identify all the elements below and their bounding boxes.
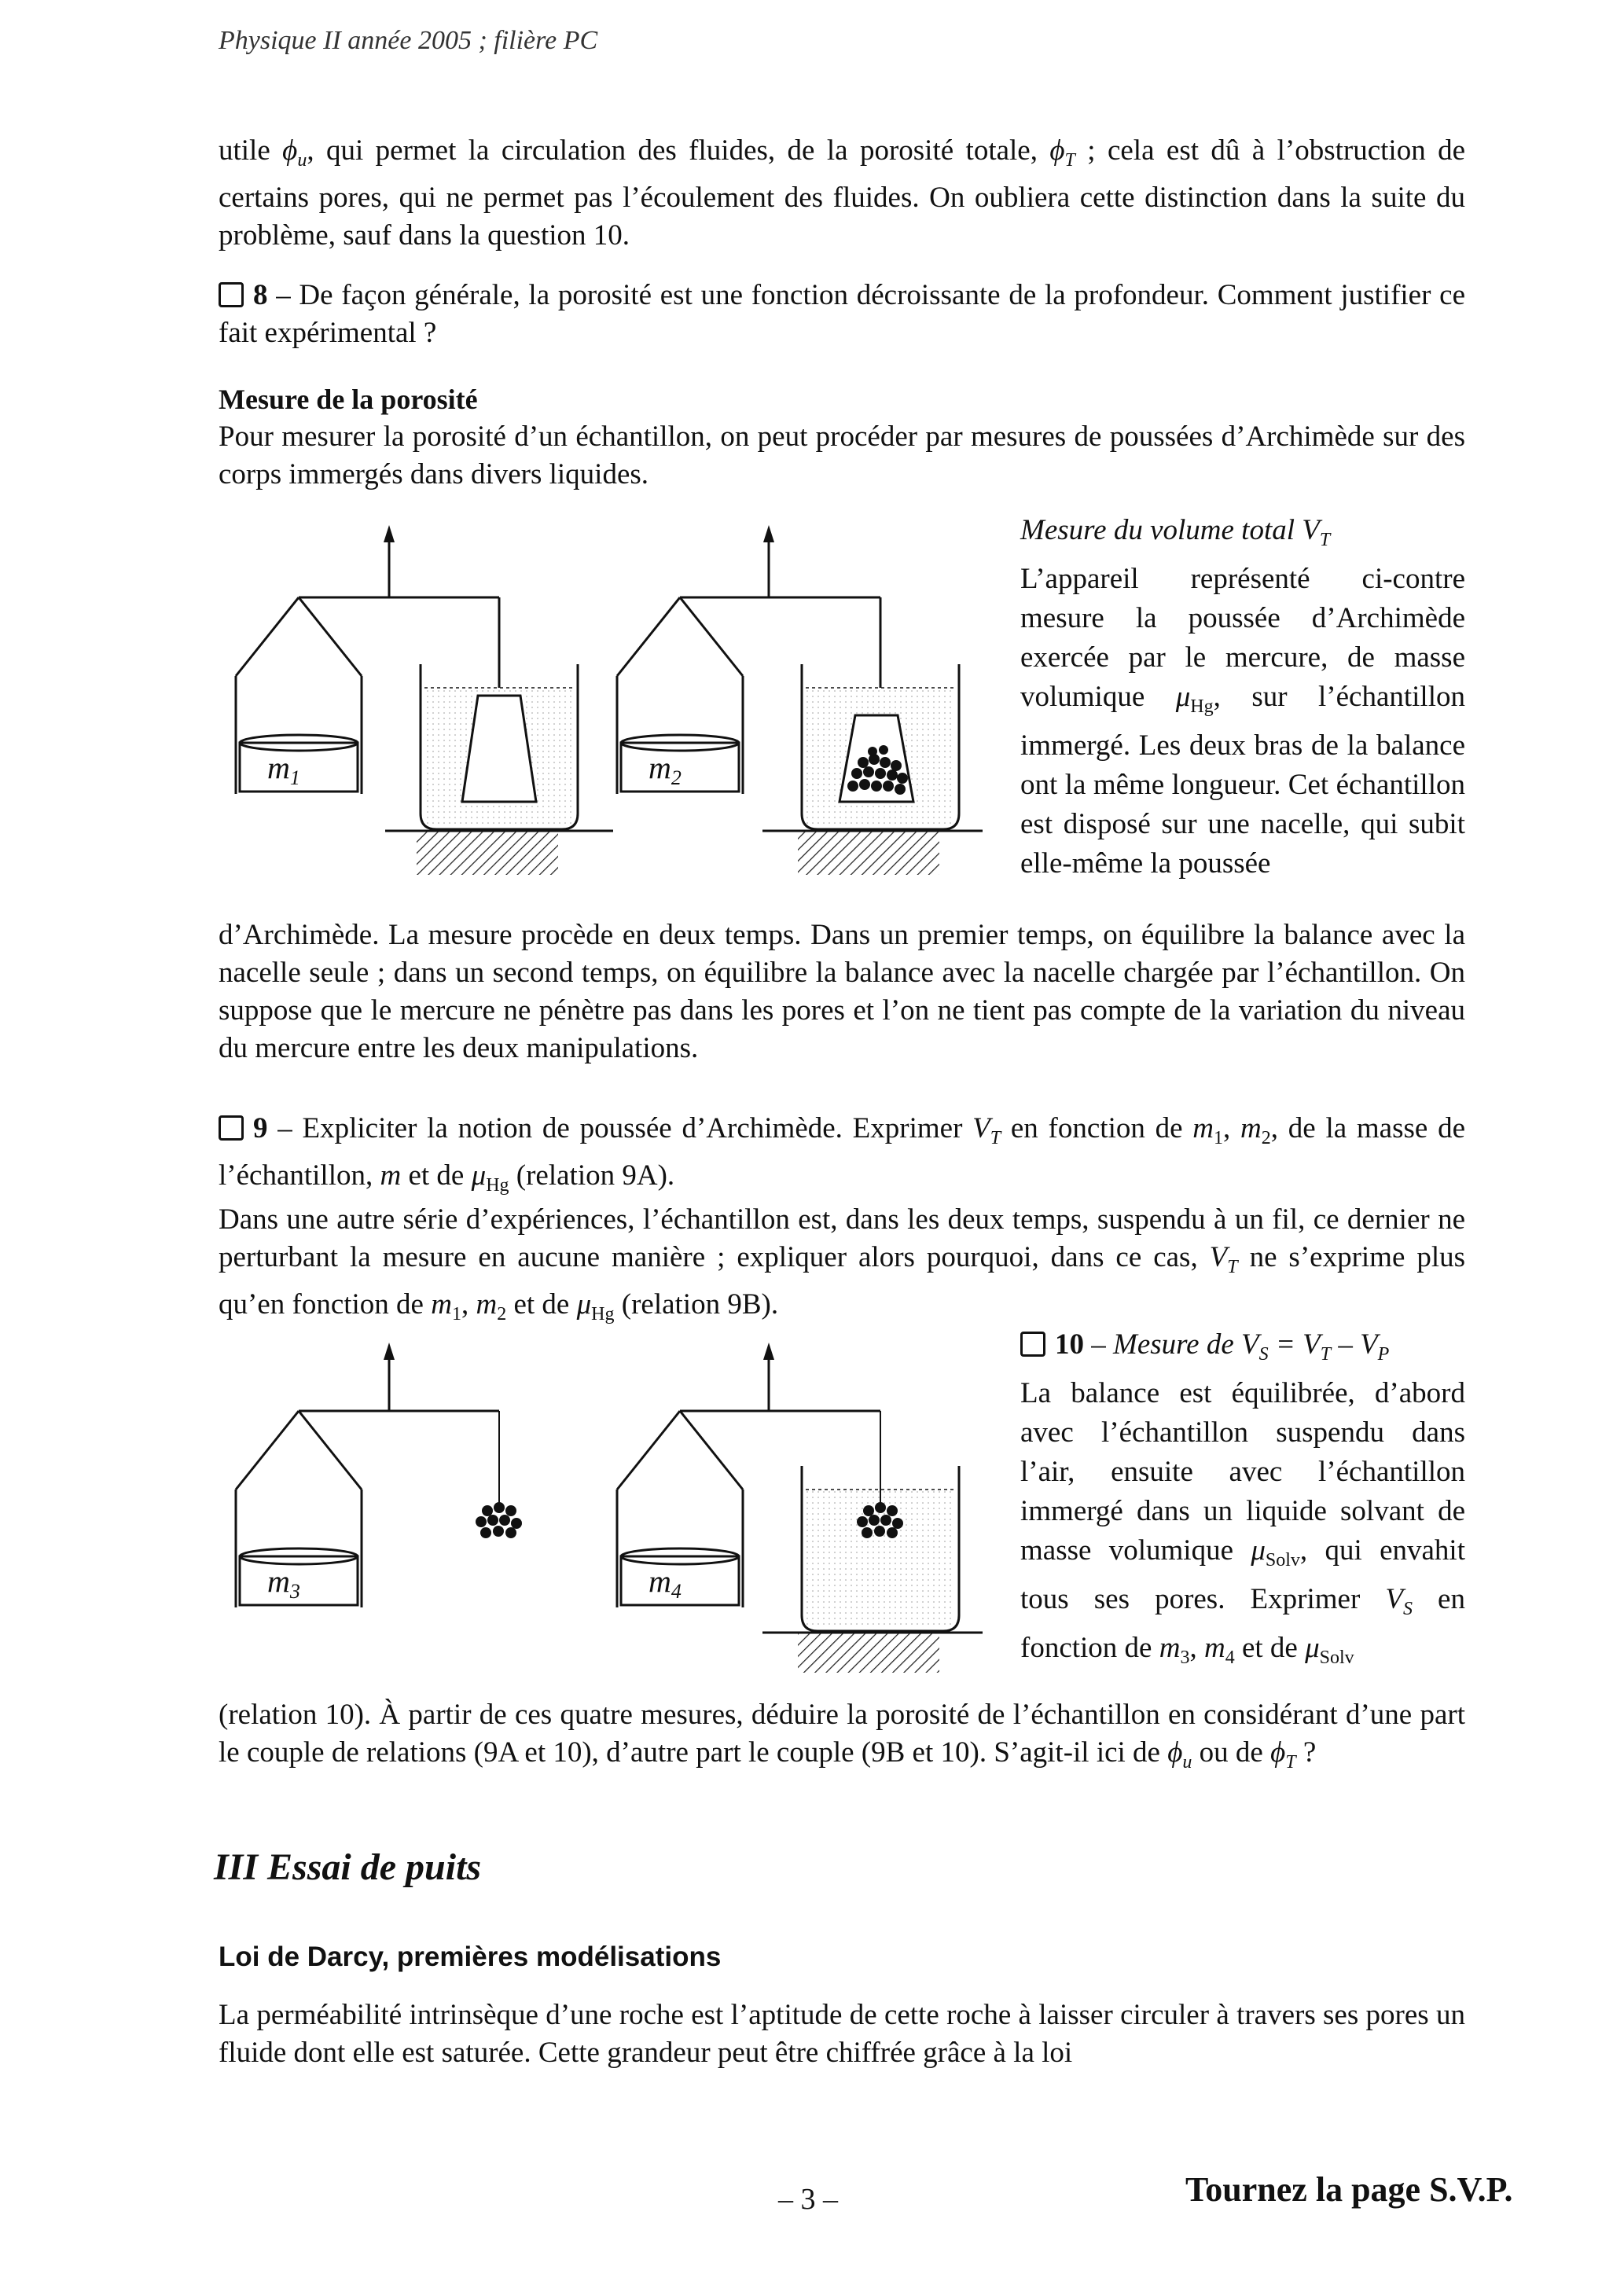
question-9: 9 – Expliciter la notion de poussée d’Archimède. Exprimer $V_T$ en fonction de $m_1$, $m_2$, de la masse de l’échantillon, m et de $\mu_{Hg}$ (relation 9A). bbox=[219, 1112, 1465, 1196]
balance-2 bbox=[617, 525, 983, 875]
balance-1 bbox=[236, 525, 613, 875]
question-checkbox-icon bbox=[219, 1115, 244, 1141]
turn-page-note: Tournez la page S.V.P. bbox=[1185, 2170, 1513, 2209]
side-text-volume-total: Mesure du volume total $V_T$ L’appareil représenté ci-contre mesure la poussée d’Archimède exercée par le mercure, de masse volumique $\mu_{Hg}$, sur l’échantillon immergé. Les deux bras de la balance ont la même longueur. Cet échantillon est disposé sur une nacelle, qui subit elle-même la poussée bbox=[1020, 514, 1465, 880]
sample-pebbles-air bbox=[476, 1502, 522, 1538]
paragraph-porosity-utile: utile $\phi_u$, qui permet la circulation des fluides, de la porosité totale, $\phi_T$ ; cela est dû à l’obstruction de certains pores, qui ne permet pas l’écoulement des fluides. On oubliera cette distinction dans la suite du problème, sauf dans la question 10. bbox=[219, 134, 1466, 252]
figure-balance-solvent bbox=[228, 1336, 983, 1674]
paragraph-mesure-intro: Pour mesurer la porosité d’un échantillon, on peut procéder par mesures de poussées d’Archimède sur des corps immergés dans divers liquides. bbox=[219, 421, 1465, 490]
question-checkbox-icon bbox=[219, 282, 244, 307]
question-checkbox-icon bbox=[1020, 1332, 1045, 1357]
question-8: 8 – De façon générale, la porosité est une fonction décroissante de la profondeur. Comment justifier ce fait expérimental ? bbox=[219, 279, 1465, 349]
mass-label-m4: $m_4$ bbox=[648, 1563, 682, 1603]
mass-label-m2: $m_2$ bbox=[648, 750, 682, 789]
paragraph-porosity-deduction: (relation 10). À partir de ces quatre mesures, déduire la porosité de l’échantillon en considérant d’une part le couple de relations (9A et 10), d’autre part le couple (9B et 10). S’agit-il ici de $\phi_u$ ou de $\phi_T$ ? bbox=[219, 1699, 1465, 1773]
arrow-up-icon bbox=[763, 1343, 774, 1360]
paragraph-permeabilite: La perméabilité intrinsèque d’une roche est l’aptitude de cette roche à laisser circuler à travers ses pores un fluide dont elle est saturée. Cette grandeur peut être chiffrée grâce à la loi bbox=[219, 1999, 1465, 2069]
balance-4 bbox=[617, 1343, 983, 1673]
figure-balance-mercury bbox=[228, 519, 983, 880]
paragraph-suspended-sample: Dans une autre série d’expériences, l’échantillon est, dans les deux temps, suspendu à un fil, ce dernier ne perturbant la mesure en aucune manière ; expliquer alors pourquoi, dans ce cas, $V_T$ ne s’exprime plus qu’en fonction de $m_1$, $m_2$ et de $\mu_{Hg}$ (relation 9B). bbox=[219, 1203, 1466, 1324]
section-title-mesure-porosite: Mesure de la porosité bbox=[219, 384, 478, 415]
paragraph-archimede-procedure: d’Archimède. La mesure procède en deux temps. Dans un premier temps, on équilibre la balance avec la nacelle seule ; dans un second temps, on équilibre la balance avec la nacelle chargée par l’échantillon. On suppose que le mercure ne pénètre pas dans les pores et l’on ne tient pas compte de la variation du niveau du mercure entre les deux manipulations. bbox=[219, 919, 1465, 1064]
arrow-up-icon bbox=[384, 1343, 395, 1360]
mass-label-m1: $m_1$ bbox=[267, 750, 300, 789]
page-header: Physique II année 2005 ; filière PC bbox=[219, 26, 598, 55]
mass-label-m3: $m_3$ bbox=[267, 1563, 300, 1603]
arrow-up-icon bbox=[763, 525, 774, 542]
arrow-up-icon bbox=[384, 525, 395, 542]
section-title-loi-darcy: Loi de Darcy, premières modélisations bbox=[219, 1941, 722, 1972]
part-title-essai-puits: III Essai de puits bbox=[214, 1846, 482, 1888]
page-number: – 3 – bbox=[778, 2183, 838, 2216]
question-10: 10 – Mesure de $V_S = V_T - V_P$ La balance est équilibrée, d’abord avec l’échantillon suspendu dans l’air, ensuite avec l’échantillon immergé dans un liquide solvant de masse volumique $\mu_{Solv}$, qui envahit tous ses pores. Exprimer $V_S$ en fonction de $m_3$, $m_4$ et de $\mu_{Solv}$ bbox=[1020, 1328, 1465, 1668]
